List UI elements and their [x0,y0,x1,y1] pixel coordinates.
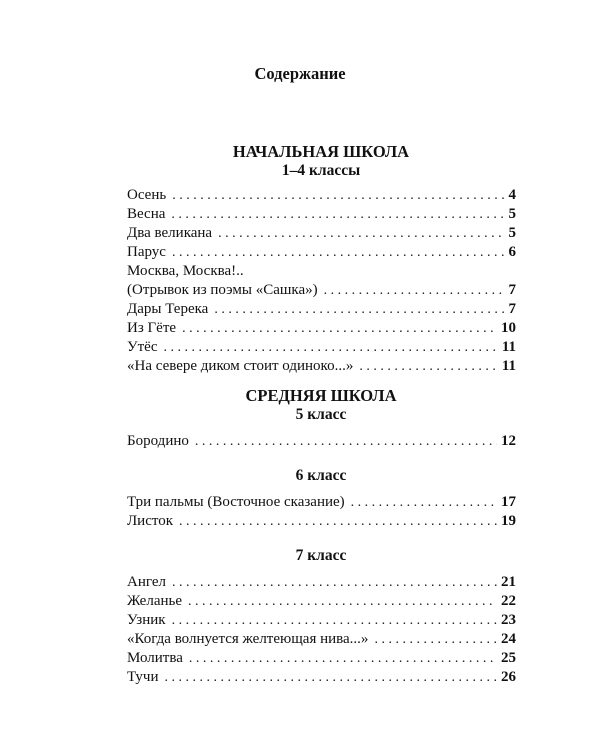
toc-entry-label: Три пальмы (Восточное сказание) [127,494,345,510]
section-title-secondary: СРЕДНЯЯ ШКОЛА [245,386,397,405]
dot-leader [218,224,504,243]
dot-leader [188,592,497,611]
toc-entry-page: 5 [508,206,516,222]
toc-entry[interactable] [127,205,516,224]
toc-entry[interactable] [127,611,516,630]
toc-entry[interactable] [127,630,516,649]
toc-entry-page: 19 [501,513,516,529]
toc-entry-page: 25 [501,650,516,666]
dot-leader [179,512,497,531]
toc-entry[interactable] [127,357,516,376]
toc-entry-page: 7 [508,282,516,298]
toc-entry-page: 12 [501,433,516,449]
dot-leader [359,357,497,376]
toc-entry[interactable] [127,300,516,319]
toc-entry-label: Узник [127,612,166,628]
toc-entry-page: 11 [501,339,516,355]
toc-entry[interactable] [127,493,516,512]
toc-entry-label: Листок [127,513,174,529]
grade-heading-5: 5 класс [295,406,347,423]
dot-leader [164,338,498,357]
dot-leader [172,186,504,205]
toc-entry-label: Желанье [127,593,183,609]
toc-entry-label: Весна [127,206,166,222]
toc-entry-label: Бородино [127,433,189,449]
toc-entry[interactable] [127,319,516,338]
toc-entry[interactable] [127,512,516,531]
toc-entry-label: Молитва [127,650,183,666]
toc-entry-page: 23 [501,612,516,628]
page-title: Содержание [254,64,346,83]
dot-leader [324,281,505,300]
toc-entry-page: 5 [508,225,516,241]
toc-entry[interactable] [127,338,516,357]
grade-heading-7: 7 класс [295,547,347,564]
toc-entry-page: 24 [501,631,516,647]
dot-leader [189,649,497,668]
toc-entry-label: (Отрывок из поэмы «Сашка») [127,282,318,298]
toc-entry-label: Утёс [127,339,158,355]
toc-entry-label[interactable]: Москва, Москва!.. [127,263,244,279]
toc-entry[interactable] [127,281,516,300]
dot-leader [172,243,505,262]
toc-entry-label: Тучи [127,669,159,685]
dot-leader [172,573,497,592]
toc-entry-page: 7 [508,301,516,317]
grade-heading-6: 6 класс [295,467,347,484]
toc-entry-page: 21 [501,574,516,590]
toc-entry-page: 17 [501,494,516,510]
toc-entry-label: Два великана [127,225,213,241]
dot-leader [374,630,497,649]
toc-entry-label: «На севере диком стоит одиноко...» [127,358,354,374]
toc-entry-page: 22 [501,593,516,609]
dot-leader [214,300,504,319]
toc-entry[interactable] [127,649,516,668]
toc-entry[interactable] [127,668,516,687]
toc-entry[interactable] [127,432,516,451]
dot-leader [172,611,497,630]
toc-entry-label: Осень [127,187,167,203]
toc-entry-label: Из Гёте [127,320,177,336]
toc-entry[interactable] [127,573,516,592]
toc-entry-label: Ангел [127,574,166,590]
dot-leader [171,205,504,224]
toc-entry-page: 11 [501,358,516,374]
toc-entry[interactable] [127,243,516,262]
dot-leader [351,493,497,512]
toc-entry[interactable] [127,186,516,205]
dot-leader [165,668,498,687]
toc-entry-label: Парус [127,244,166,260]
toc-entry-label: «Когда волнуется желтеющая нива...» [127,631,369,647]
toc-entry[interactable] [127,224,516,243]
section-title-primary: НАЧАЛЬНАЯ ШКОЛА [232,142,410,161]
grade-heading-1-4: 1–4 классы [281,162,361,179]
toc-entry-label: Дары Терека [127,301,209,317]
toc-entry-page: 4 [508,187,516,203]
toc-entry-page: 26 [501,669,516,685]
toc-entry[interactable] [127,592,516,611]
dot-leader [195,432,497,451]
toc-entry-page: 10 [501,320,516,336]
toc-entry-page: 6 [508,244,516,260]
dot-leader [182,319,497,338]
